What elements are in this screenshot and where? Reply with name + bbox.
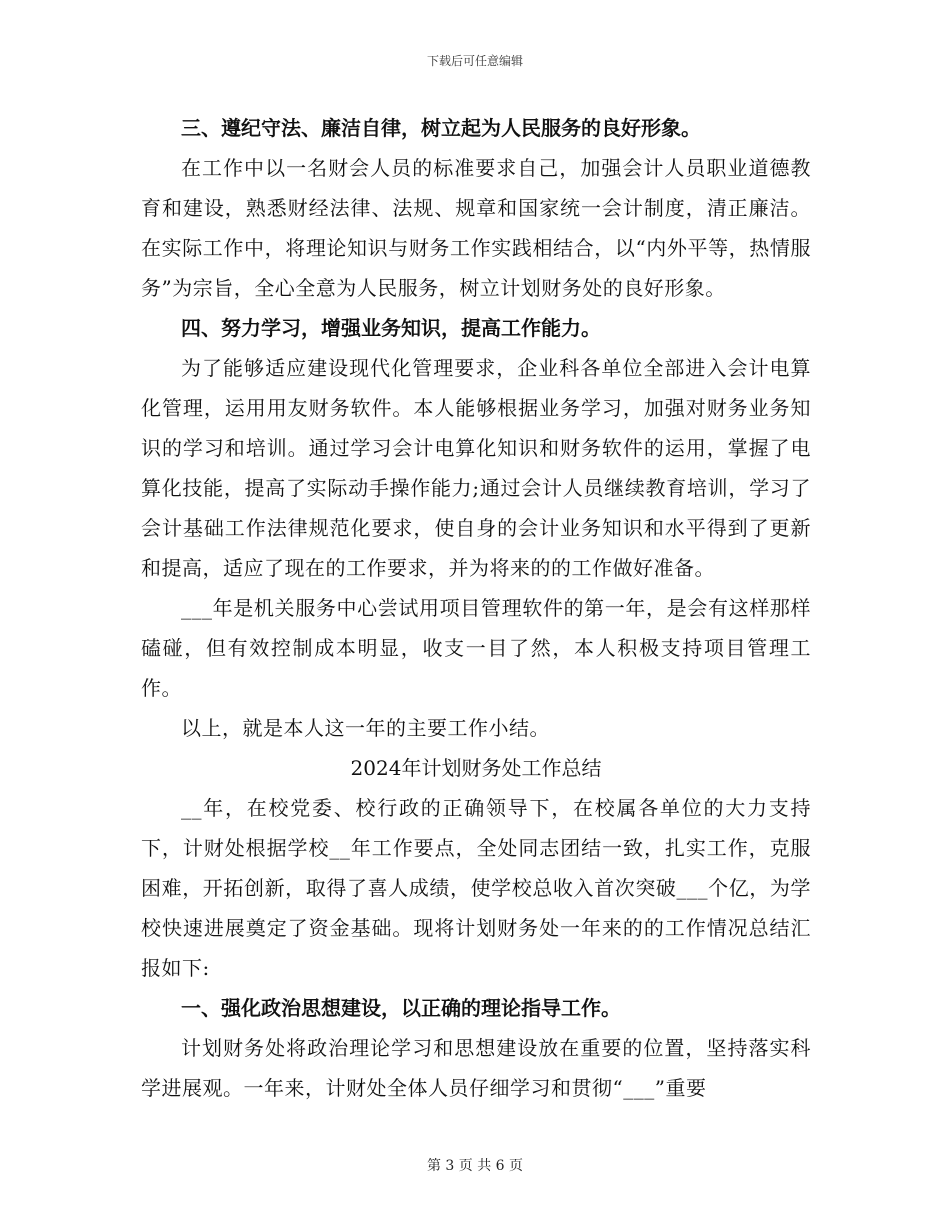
paragraph-section-1: 计划财务处将政治理论学习和思想建设放在重要的位置，坚持落实科学进展观。一年来，计财处全体人员仔细学习和贯彻“___”重要 — [141, 1036, 811, 1100]
paragraph-section-4-a: 为了能够适应建设现代化管理要求，企业科各单位全部进入会计电算化管理，运用用友财务软件。本人能够根据业务学习，加强对财务业务知识的学习和培训。通过学习会计电算化知识和财务软件的运用，掌握了电算化技能，提高了实际动手操作能力;通过会计人员继续教育培训，学习了会计基础工作法律规范化要求，使自身的会计业务知识和水平得到了更新和提高，适应了现在的工作要求，并为将来的的工作做好准备。 — [141, 356, 811, 580]
heading-section-1: 一、强化政治思想建设，以正确的理论指导工作。 — [181, 996, 621, 1020]
paragraph-section-3: 在工作中以一名财会人员的标准要求自己，加强会计人员职业道德教育和建设，熟悉财经法律、法规、规章和国家统一会计制度，清正廉洁。在实际工作中，将理论知识与财务工作实践相结合，以“内外平等，热情服务”为宗旨，全心全意为人民服务，树立计划财务处的良好形象。 — [141, 156, 811, 300]
paragraph-intro: __年，在校党委、校行政的正确领导下，在校属各单位的大力支持下，计财处根据学校__年工作要点，全处同志团结一致，扎实工作，克服困难，开拓创新，取得了喜人成绩，使学校总收入首次突破___个亿，为学校快速进展奠定了资金基础。现将计划财务处一年来的的工作情况总结汇报如下: — [141, 796, 811, 980]
heading-section-3: 三、遵纪守法、廉洁自律，树立起为人民服务的良好形象。 — [181, 116, 701, 140]
page-header-note: 下载后可任意编辑 — [426, 54, 523, 68]
paragraph-section-4-b: ___年是机关服务中心尝试用项目管理软件的第一年，是会有这样那样磕碰，但有效控制成本明显，收支一目了然，本人积极支持项目管理工作。 — [141, 596, 811, 700]
section-title: 2024年计划财务处工作总结 — [350, 756, 602, 780]
heading-section-4: 四、努力学习，增强业务知识，提高工作能力。 — [181, 316, 601, 340]
document-body — [141, 108, 811, 1108]
paragraph-summary: 以上，就是本人这一年的主要工作小结。 — [181, 716, 550, 740]
page-number: 第 3 页 共 6 页 — [426, 1158, 524, 1174]
